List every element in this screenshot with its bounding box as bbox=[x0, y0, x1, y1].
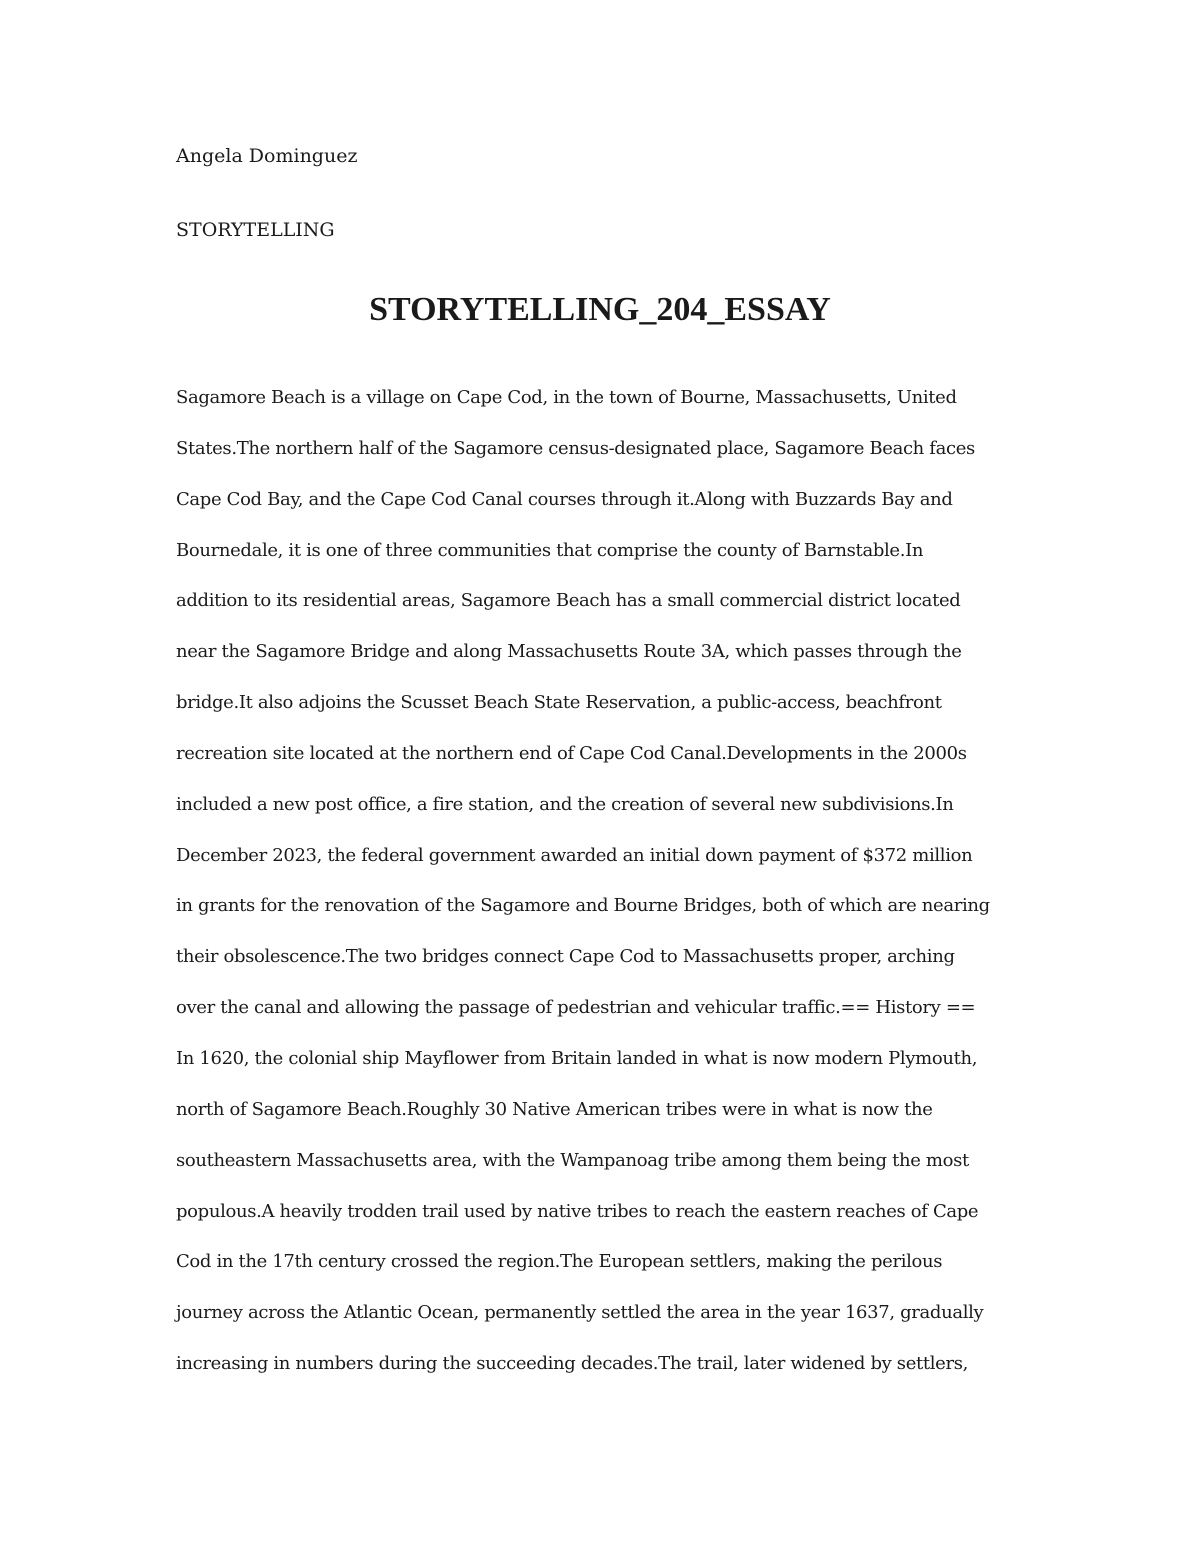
body-line: in grants for the renovation of the Sagamore and Bourne Bridges, both of which are nearing bbox=[176, 895, 990, 917]
body-line: near the Sagamore Bridge and along Massachusetts Route 3A, which passes through the bbox=[176, 641, 962, 663]
body-line: Bournedale, it is one of three communities that comprise the county of Barnstable.In bbox=[176, 539, 924, 561]
essay-title: STORYTELLING_204_ESSAY bbox=[369, 291, 831, 328]
body-line: December 2023, the federal government awarded an initial down payment of $372 million bbox=[176, 844, 973, 866]
essay-body bbox=[176, 385, 990, 1402]
body-line: recreation site located at the northern end of Cape Cod Canal.Developments in the 2000s bbox=[176, 742, 967, 764]
body-line: States.The northern half of the Sagamore census-designated place, Sagamore Beach faces bbox=[176, 437, 975, 459]
body-line: addition to its residential areas, Sagamore Beach has a small commercial district located bbox=[176, 590, 961, 612]
course-name: STORYTELLING bbox=[176, 219, 335, 241]
body-line: Cod in the 17th century crossed the region.The European settlers, making the perilous bbox=[176, 1251, 943, 1273]
author-name: Angela Dominguez bbox=[176, 145, 358, 167]
body-line: over the canal and allowing the passage of pedestrian and vehicular traffic.== History == bbox=[176, 997, 976, 1019]
body-line: populous.A heavily trodden trail used by native tribes to reach the eastern reaches of Cape bbox=[176, 1200, 979, 1222]
body-line: their obsolescence.The two bridges connect Cape Cod to Massachusetts proper, arching bbox=[176, 946, 955, 968]
body-line: Cape Cod Bay, and the Cape Cod Canal courses through it.Along with Buzzards Bay and bbox=[176, 488, 953, 510]
body-line: north of Sagamore Beach.Roughly 30 Native American tribes were in what is now the bbox=[176, 1098, 933, 1120]
body-line: southeastern Massachusetts area, with the Wampanoag tribe among them being the most bbox=[176, 1149, 969, 1171]
body-line: Sagamore Beach is a village on Cape Cod, in the town of Bourne, Massachusetts, United bbox=[176, 387, 957, 408]
body-line: journey across the Atlantic Ocean, permanently settled the area in the year 1637, gradually bbox=[176, 1302, 984, 1324]
body-line: increasing in numbers during the succeeding decades.The trail, later widened by settlers, bbox=[176, 1353, 968, 1375]
body-line: included a new post office, a fire station, and the creation of several new subdivisions.In bbox=[176, 793, 954, 815]
body-line: bridge.It also adjoins the Scusset Beach State Reservation, a public-access, beachfront bbox=[176, 692, 942, 714]
body-line: In 1620, the colonial ship Mayflower from Britain landed in what is now modern Plymouth, bbox=[176, 1047, 978, 1069]
